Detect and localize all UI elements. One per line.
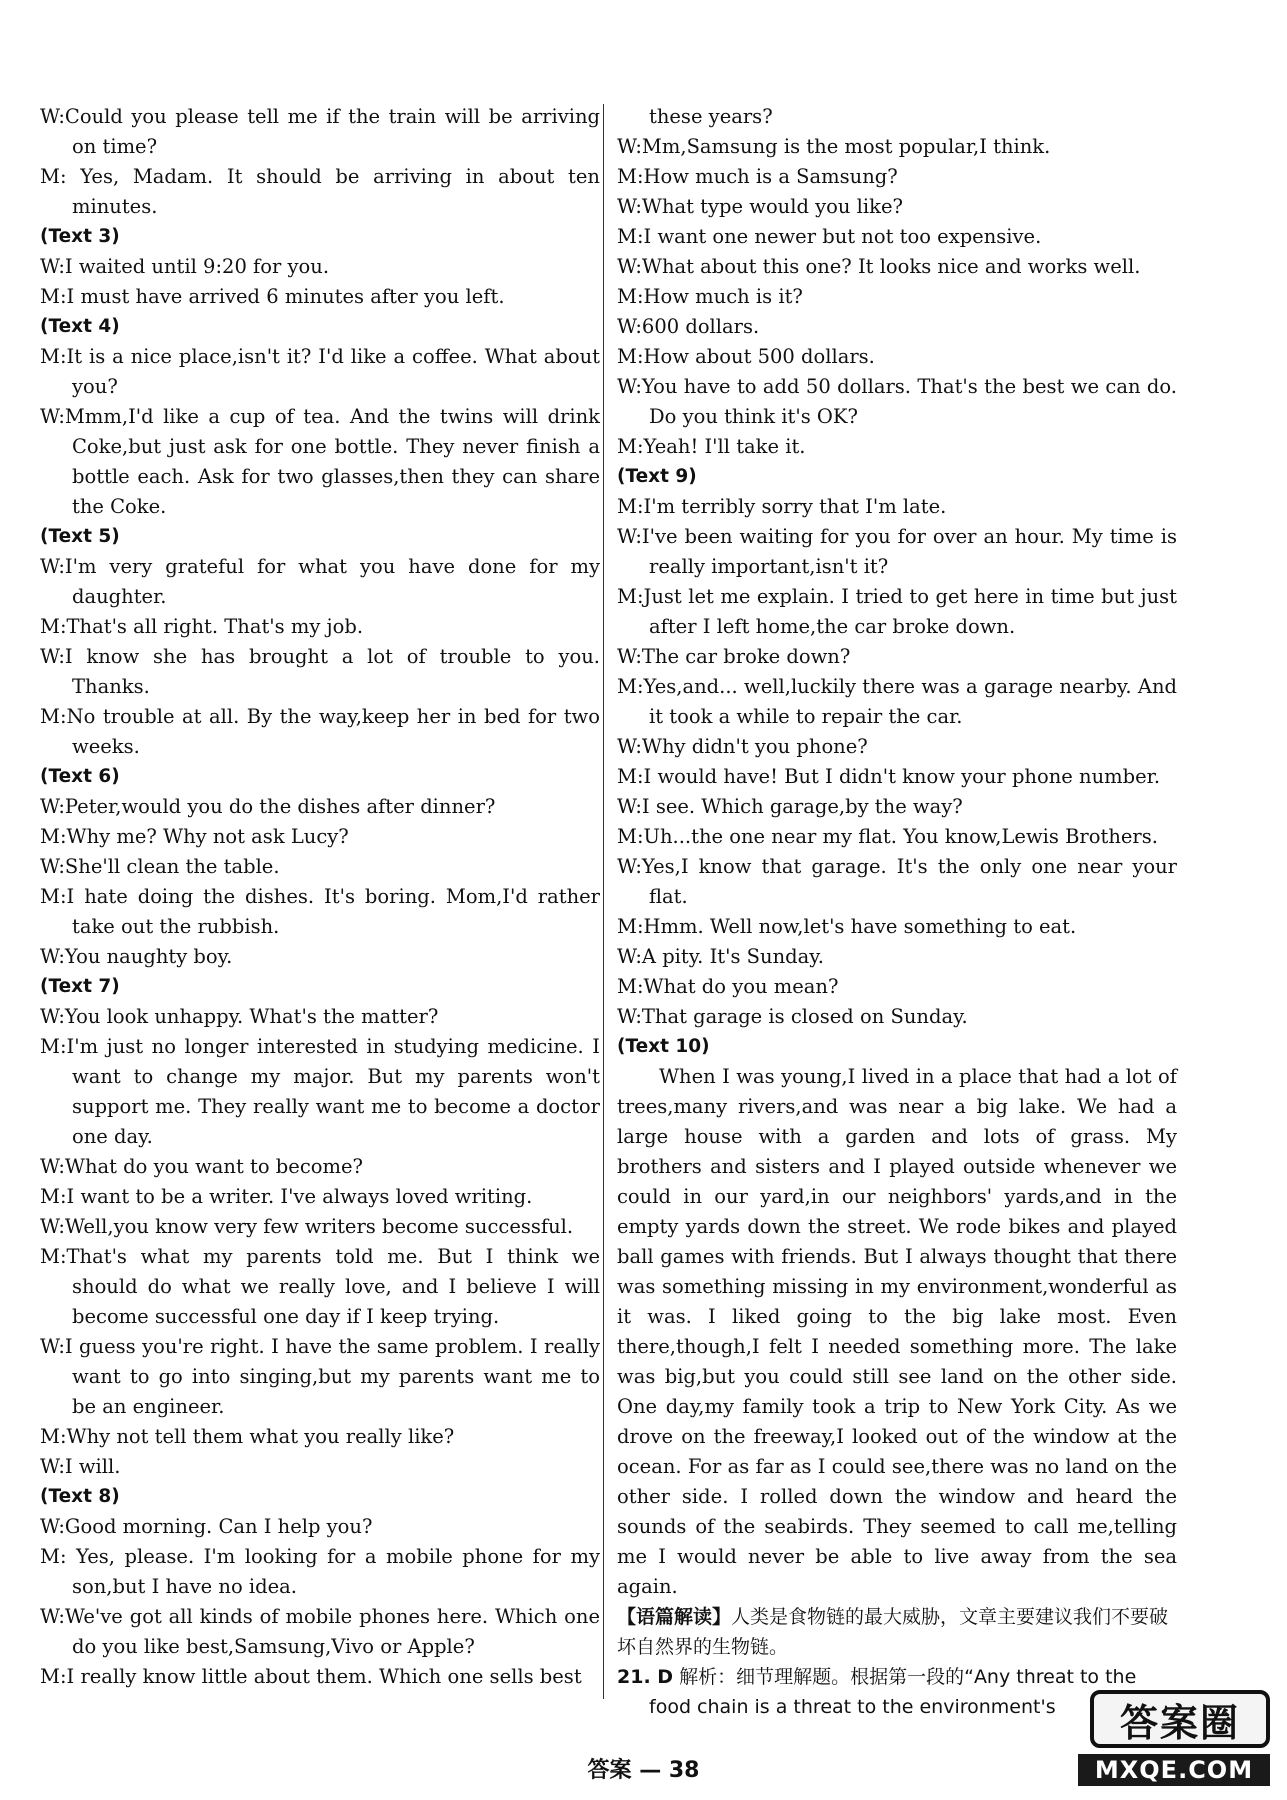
dialogue-line: these years? [649, 105, 773, 128]
section-heading: (Text 3) [40, 226, 120, 247]
dialogue-line: W:A pity. It's Sunday. [617, 945, 824, 968]
watermark-top-text: 答案圈 [1090, 1690, 1270, 1748]
dialogue-line: W:I've been waiting for you for over an hour. My time is really important,isn't it? [617, 525, 1177, 578]
dialogue-line: W:You have to add 50 dollars. That's the best we can do. Do you think it's OK? [617, 375, 1177, 428]
dialogue-line: W:Mm,Samsung is the most popular,I think. [617, 135, 1051, 158]
dialogue-line: W:The car broke down? [617, 645, 851, 668]
section-heading: (Text 9) [617, 466, 697, 487]
dialogue-line: W:I guess you're right. I have the same problem. I really want to go into singing,but my parents want me to be an engineer. [40, 1335, 600, 1418]
dialogue-line: W:Yes,I know that garage. It's the only one near your flat. [617, 855, 1177, 908]
watermark-logo [1078, 1690, 1270, 1790]
dialogue-line: M:Why me? Why not ask Lucy? [40, 825, 349, 848]
dialogue-line: M:I want one newer but not too expensive. [617, 225, 1042, 248]
dialogue-line: M: Yes, please. I'm looking for a mobile phone for my son,but I have no idea. [40, 1545, 600, 1598]
dialogue-line: M:That's what my parents told me. But I think we should do what we really love, and I believe I will become successful one day if I keep trying. [40, 1245, 600, 1328]
dialogue-line: W:What about this one? It looks nice and works well. [617, 255, 1141, 278]
summary-text: 人类是食物链的最大威胁，文章主要建议我们不要破坏自然界的生物链。 [617, 1606, 1169, 1658]
dialogue-line: W:What do you want to become? [40, 1155, 363, 1178]
passage-summary [617, 1602, 1177, 1662]
dialogue-line: M:Just let me explain. I tried to get here in time but just after I left home,the car broke down. [617, 585, 1177, 638]
left-column [40, 102, 600, 1692]
dialogue-line: W:I waited until 9:20 for you. [40, 255, 330, 278]
section-heading: (Text 7) [40, 976, 120, 997]
dialogue-line: W:I see. Which garage,by the way? [617, 795, 963, 818]
dialogue-line: M: Yes, Madam. It should be arriving in about ten minutes. [40, 165, 600, 218]
dialogue-line: W:That garage is closed on Sunday. [617, 1005, 968, 1028]
dialogue-line: W:Good morning. Can I help you? [40, 1515, 373, 1538]
dialogue-line: M:I want to be a writer. I've always loved writing. [40, 1185, 533, 1208]
dialogue-line: W:Well,you know very few writers become successful. [40, 1215, 574, 1238]
section-heading: (Text 10) [617, 1036, 710, 1057]
column-divider [603, 104, 604, 1699]
dialogue-line: M:That's all right. That's my job. [40, 615, 364, 638]
dialogue-line: M:No trouble at all. By the way,keep her in bed for two weeks. [40, 705, 600, 758]
passage-paragraph: When I was young,I lived in a place that had a lot of trees,many rivers,and was near a big lake. We had a large house with a garden and lots of grass. My brothers and sisters and I played outside whenever we could in our yard,in our neighbors' yards,and in the empty yards down the street. We rode bikes and played ball games with friends. But I always thought that there was something missing in my environment,wonderful as it was. I liked going to the big lake most. Even there,though,I felt I needed something more. The lake was big,but you could still see land on the other side. One day,my family took a trip to New York City. As we drove on the freeway,I looked out of the window at the ocean. For as far as I could see,there was no land on the other side. I rolled down the window and heard the sounds of the seabirds. They seemed to call me,telling me I would never be able to live away from the sea again. [617, 1065, 1177, 1598]
right-column [617, 102, 1177, 1722]
dialogue-line: M:How much is a Samsung? [617, 165, 898, 188]
dialogue-line: W:Why didn't you phone? [617, 735, 868, 758]
dialogue-line: M:I must have arrived 6 minutes after you left. [40, 285, 505, 308]
dialogue-line: W:You look unhappy. What's the matter? [40, 1005, 439, 1028]
watermark-url: MXQE.COM [1078, 1754, 1270, 1786]
section-heading: (Text 8) [40, 1486, 120, 1507]
section-heading: (Text 6) [40, 766, 120, 787]
summary-label: 【语篇解读】 [617, 1606, 732, 1628]
dialogue-line: M:Uh...the one near my flat. You know,Lewis Brothers. [617, 825, 1158, 848]
dialogue-line: M:Yeah! I'll take it. [617, 435, 806, 458]
dialogue-line: W:We've got all kinds of mobile phones here. Which one do you like best,Samsung,Vivo or Apple? [40, 1605, 600, 1658]
dialogue-line: M:It is a nice place,isn't it? I'd like a coffee. What about you? [40, 345, 600, 398]
section-heading: (Text 5) [40, 526, 120, 547]
dialogue-line: W:Mmm,I'd like a cup of tea. And the twins will drink Coke,but just ask for one bottle. They never finish a bottle each. Ask for two glasses,then they can share the Coke. [40, 405, 600, 518]
dialogue-line: M:I'm just no longer interested in studying medicine. I want to change my major. But my parents won't support me. They really want me to become a doctor one day. [40, 1035, 600, 1148]
dialogue-line: M:I hate doing the dishes. It's boring. Mom,I'd rather take out the rubbish. [40, 885, 600, 938]
dialogue-line: M:I would have! But I didn't know your phone number. [617, 765, 1161, 788]
dialogue-line: W:What type would you like? [617, 195, 903, 218]
dialogue-line: M:What do you mean? [617, 975, 839, 998]
section-heading: (Text 4) [40, 316, 120, 337]
dialogue-line: M:I really know little about them. Which one sells best [40, 1665, 582, 1688]
page-footer: 答案 — 38 [587, 1758, 700, 1783]
dialogue-line: M:I'm terribly sorry that I'm late. [617, 495, 947, 518]
dialogue-line: W:600 dollars. [617, 315, 760, 338]
dialogue-line: W:Peter,would you do the dishes after dinner? [40, 795, 496, 818]
dialogue-line: M:How about 500 dollars. [617, 345, 875, 368]
dialogue-line: M:Why not tell them what you really like? [40, 1425, 455, 1448]
dialogue-line: W:I know she has brought a lot of trouble to you. Thanks. [40, 645, 600, 698]
dialogue-line: W:I'm very grateful for what you have done for my daughter. [40, 555, 600, 608]
answer-text: 解析：细节理解题。根据第一段的“Any threat to the food chain is a threat to the environment's [649, 1666, 1137, 1718]
dialogue-line: M:Hmm. Well now,let's have something to eat. [617, 915, 1077, 938]
dialogue-line: W:You naughty boy. [40, 945, 233, 968]
dialogue-line: W:Could you please tell me if the train will be arriving on time? [40, 105, 600, 158]
answer-label: 21. D [617, 1666, 674, 1688]
dialogue-line: W:She'll clean the table. [40, 855, 280, 878]
dialogue-line: W:I will. [40, 1455, 121, 1478]
dialogue-line: M:Yes,and... well,luckily there was a garage nearby. And it took a while to repair the car. [617, 675, 1177, 728]
dialogue-line: M:How much is it? [617, 285, 803, 308]
